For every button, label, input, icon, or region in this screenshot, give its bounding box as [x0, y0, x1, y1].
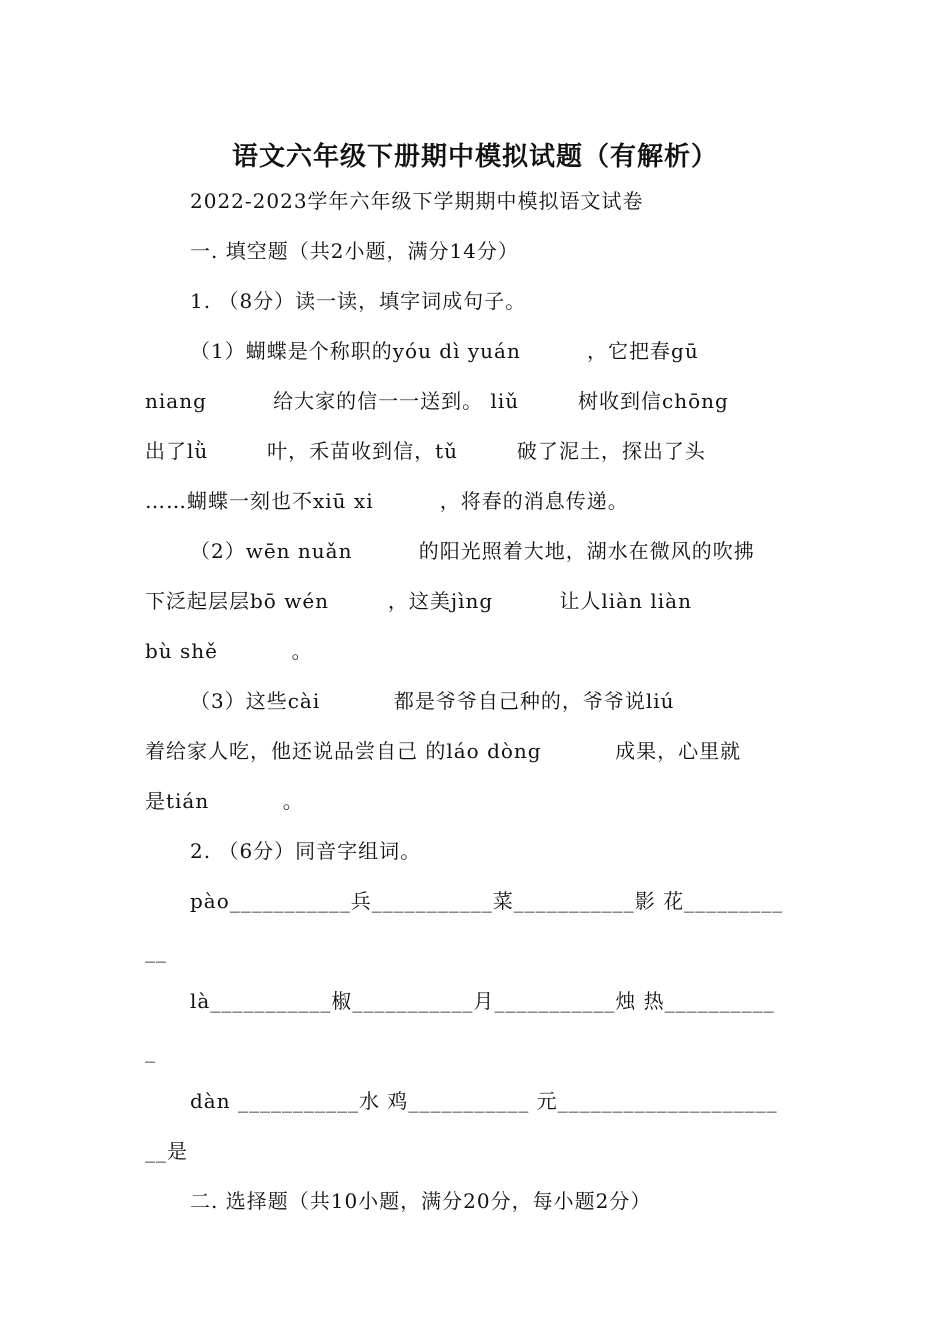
q1-part1-line4: ……蝴蝶一刻也不xiū xi ，将春的消息传递。	[145, 489, 629, 513]
q1-part2-line3: bù shě 。	[145, 639, 313, 663]
q1-part3-line2: 着给家人吃，他还说品尝自己 的láo dòng 成果，心里就	[145, 739, 742, 763]
q1-part1-line2: niang 给大家的信一一送到。 liǔ 树收到信chōng	[145, 389, 729, 413]
q1-part1-line1: （1）蝴蝶是个称职的yóu dì yuán ，它把春gū	[190, 339, 699, 363]
q1-part2-line1: （2）wēn nuǎn 的阳光照着大地，湖水在微风的吹拂	[190, 539, 755, 563]
q1-part3-line3: 是tián 。	[145, 789, 304, 813]
exam-subtitle: 2022-2023学年六年级下学期期中模拟语文试卷	[190, 189, 644, 213]
q2-heading: 2. （6分）同音字组词。	[190, 839, 422, 863]
section1-heading: 一. 填空题（共2小题，满分14分）	[190, 239, 519, 263]
q2-line-pao: pào___________兵___________菜___________影 花_________	[190, 889, 784, 913]
section2-heading: 二. 选择题（共10小题，满分20分，每小题2分）	[190, 1189, 652, 1213]
q2-line-dan: dàn ___________水 鸡___________ 元____________________	[190, 1089, 778, 1113]
document-title: 语文六年级下册期中模拟试题（有解析）	[231, 142, 718, 172]
q1-heading: 1. （8分）读一读，填字词成句子。	[190, 289, 527, 313]
q1-part3-line1: （3）这些cài 都是爷爷自己种的，爷爷说liú	[190, 689, 675, 713]
q2-line-dan-cont: __是	[145, 1139, 188, 1163]
q1-part2-line2: 下泛起层层bō wén ，这美jìng 让人liàn liàn	[145, 589, 692, 613]
q2-line-pao-cont: __	[145, 939, 167, 963]
q1-part1-line3: 出了lǜ 叶，禾苗收到信，tǔ 破了泥土，探出了头	[145, 439, 706, 463]
q2-line-la-cont: _	[145, 1039, 156, 1063]
q2-line-la: là___________椒___________月___________烛 热__________	[190, 989, 775, 1013]
